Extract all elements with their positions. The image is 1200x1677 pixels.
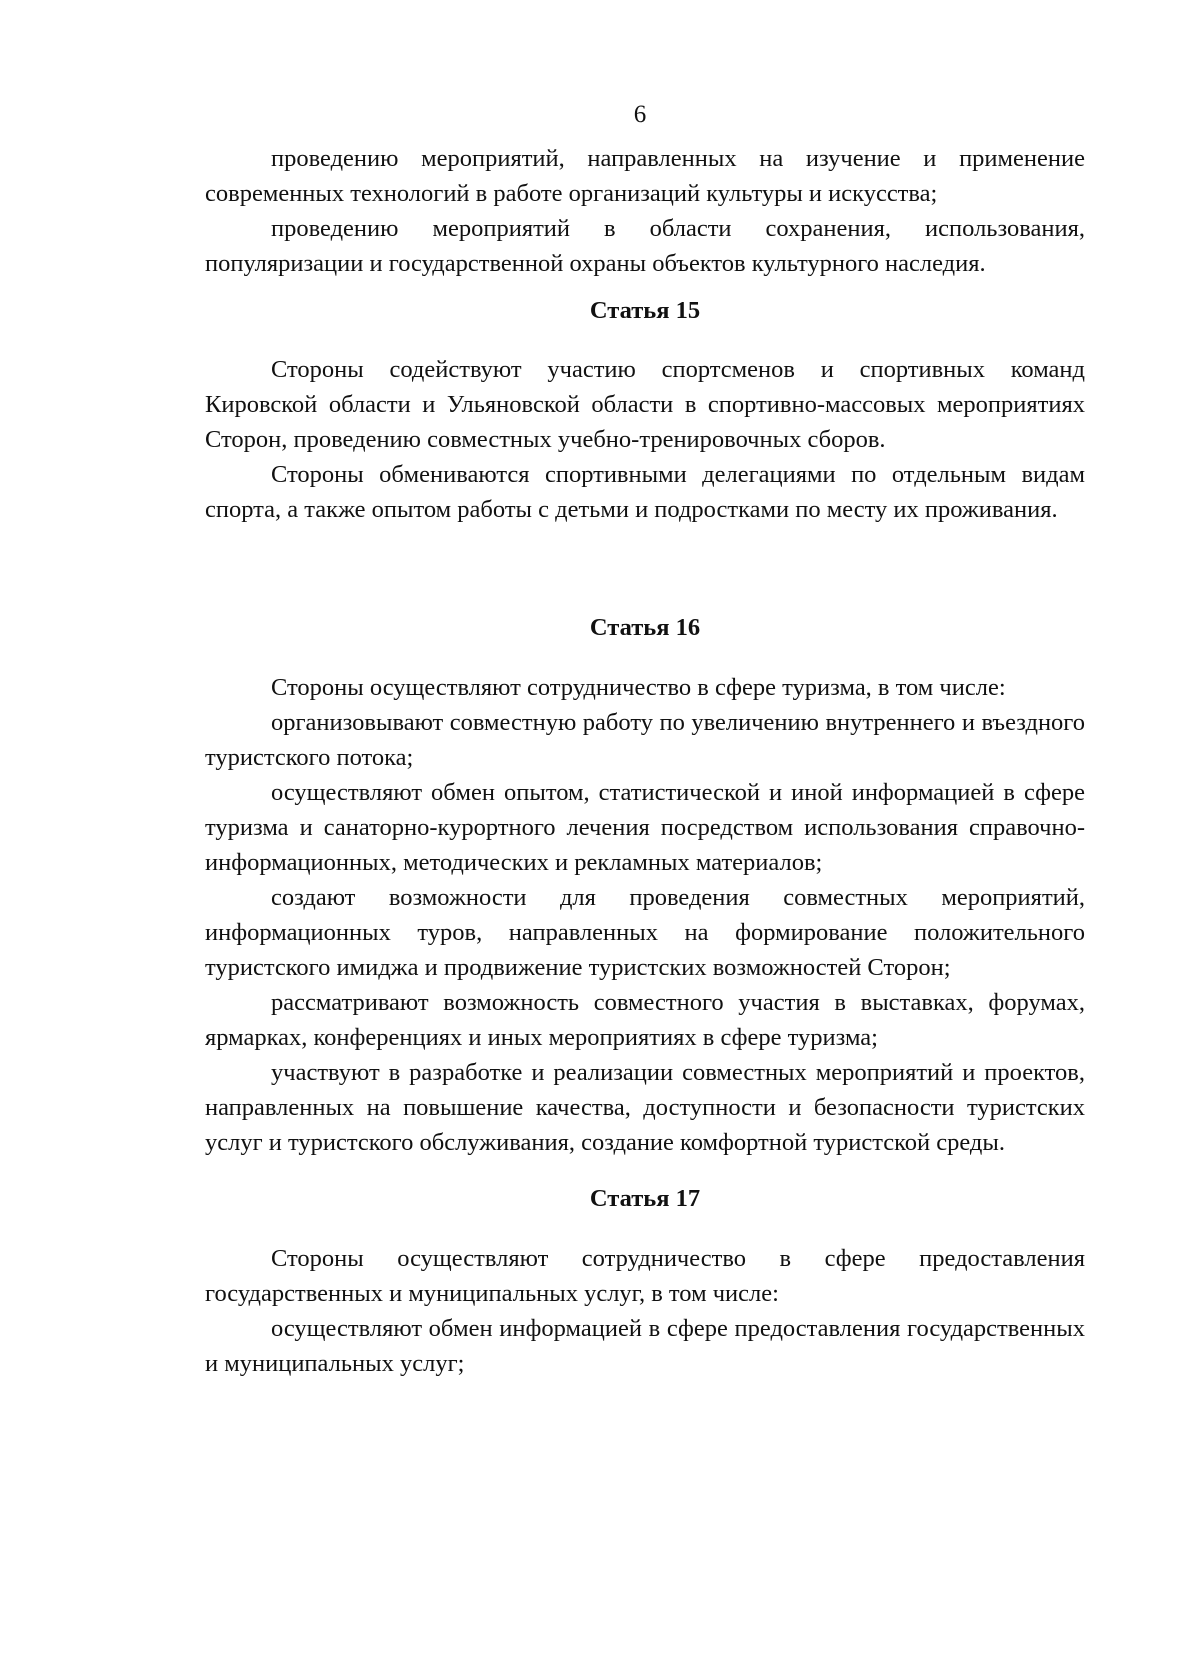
article-heading: Статья 16 <box>589 614 701 641</box>
paragraph: Стороны обмениваются спортивными делегациями по отдельным видам спорта, а также опытом работы с детьми и подростками по месту их проживания. <box>205 461 1085 523</box>
paragraph: участвуют в разработке и реализации совместных мероприятий и проектов, направленных на повышение качества, доступности и безопасности туристских услуг и туристского обслуживания, создание комфортной туристской среды. <box>205 1059 1085 1156</box>
article-heading: Статья 15 <box>589 297 701 324</box>
paragraph: Стороны содействуют участию спортсменов и спортивных команд Кировской области и Ульяновской области в спортивно-массовых мероприятиях Сторон, проведению совместных учебно-тренировочных сборов. <box>205 356 1085 453</box>
intro-section <box>205 141 1085 281</box>
article-16-body <box>205 670 1085 1160</box>
paragraph: осуществляют обмен опытом, статистической и иной информацией в сфере туризма и санаторно-курортного лечения посредством использования справочно-информационных, методических и рекламных материалов; <box>205 779 1085 876</box>
paragraph: создают возможности для проведения совместных мероприятий, информационных туров, направленных на формирование положительного туристского имиджа и продвижение туристских возможностей Сторон; <box>205 884 1085 981</box>
paragraph: Стороны осуществляют сотрудничество в сфере туризма, в том числе: <box>271 674 1006 701</box>
paragraph: проведению мероприятий, направленных на изучение и применение современных технологий в работе организаций культуры и искусства; <box>205 145 1085 207</box>
article-15-body <box>205 352 1085 527</box>
paragraph: организовывают совместную работу по увеличению внутреннего и въездного туристского потока; <box>205 709 1085 771</box>
paragraph: Стороны осуществляют сотрудничество в сфере предоставления государственных и муниципальных услуг, в том числе: <box>205 1245 1085 1307</box>
page-number: 6 <box>633 101 647 128</box>
article-17-body <box>205 1241 1085 1381</box>
paragraph: осуществляют обмен информацией в сфере предоставления государственных и муниципальных услуг; <box>205 1315 1085 1377</box>
article-heading: Статья 17 <box>589 1185 701 1212</box>
paragraph: рассматривают возможность совместного участия в выставках, форумах, ярмарках, конференциях и иных мероприятиях в сфере туризма; <box>205 989 1085 1051</box>
paragraph: проведению мероприятий в области сохранения, использования, популяризации и государственной охраны объектов культурного наследия. <box>205 215 1085 277</box>
